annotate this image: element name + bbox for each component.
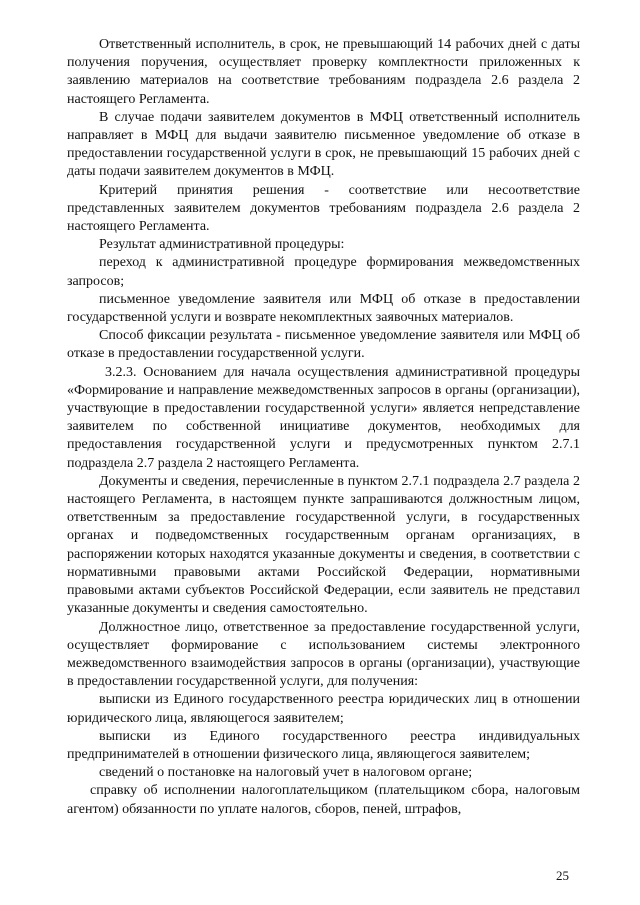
- paragraph-result-transition: переход к административной процедуре формирования межведомственных запросов;: [67, 255, 580, 289]
- paragraph-egrul-extract: выписки из Единого государственного реестра юридических лиц в отношении юридического лица, являющегося заявителем;: [67, 692, 580, 726]
- paragraph-egrip-extract: выписки из Единого государственного реестра индивидуальных предпринимателей в отношении физического лица, являющегося заявителем;: [67, 728, 580, 762]
- paragraph-result-fixation: Способ фиксации результата - письменное уведомление заявителя или МФЦ об отказе в предоставлении государственной услуги.: [67, 328, 580, 362]
- paragraph-decision-criterion: Критерий принятия решения - соответствие или несоответствие представленных заявителем документов требованиям подраздела 2.6 раздела 2 настоящего Регламента.: [67, 182, 580, 235]
- paragraph-section-3-2-3: 3.2.3. Основанием для начала осуществления административной процедуры «Формирование и направление межведомственных запросов в органы (организации), участвующие в предоставлении государственной услуги» является непредставление заявителем по собственной инициативе документов, необходимых для предоставления государственной услуги и предусмотренных пунктом 2.7.1 подраздела 2.7 раздела 2 настоящего Регламента.: [67, 364, 580, 471]
- paragraph-official-requests: Должностное лицо, ответственное за предоставление государственной услуги, осуществляет формирование с использованием системы электронного межведомственного взаимодействия запросов в органы (организации), участвующие в предоставлении государственной услуги, для получения:: [67, 619, 580, 690]
- paragraph-verification-term: Ответственный исполнитель, в срок, не превышающий 14 рабочих дней с даты получения поручения, осуществляет проверку комплектности приложенных к заявлению материалов на соответствие требованиям подраздела 2.6 раздела 2 настоящего Регламента.: [67, 37, 580, 107]
- page-number: 25: [556, 868, 569, 883]
- paragraph-procedure-result-heading: Результат административной процедуры:: [99, 237, 345, 253]
- paragraph-tax-registration: сведений о постановке на налоговый учет в налоговом органе;: [99, 765, 473, 781]
- paragraph-result-notification: письменное уведомление заявителя или МФЦ об отказе в предоставлении государственной услуги и возврате некомплектных заявочных материалов.: [67, 291, 580, 326]
- paragraph-mfc-refusal: В случае подачи заявителем документов в МФЦ ответственный исполнитель направляет в МФЦ для выдачи заявителю письменное уведомление об отказе в предоставлении государственной услуги в срок, не превышающий 15 рабочих дней с даты подачи заявителем документов в МФЦ.: [67, 109, 580, 180]
- paragraph-tax-certificate: справку об исполнении налогоплательщиком (плательщиком сбора, налоговым агентом) обязанности по уплате налогов, сборов, пеней, штрафов,: [67, 783, 580, 817]
- document-page: [67, 36, 580, 819]
- paragraph-documents-requested: Документы и сведения, перечисленные в пунктом 2.7.1 подраздела 2.7 раздела 2 настоящего Регламента, в настоящем пункте запрашиваются должностным лицом, ответственным за предоставление государственной услуги, в государственных органах и подведомственных государственным органам организациях, в распоряжении которых находятся указанные документы и сведения, в соответствии с нормативными правовыми актами Российской Федерации, нормативными правовыми актами субъектов Российской Федерации, если заявитель не представил указанные документы и сведения самостоятельно.: [67, 473, 580, 617]
